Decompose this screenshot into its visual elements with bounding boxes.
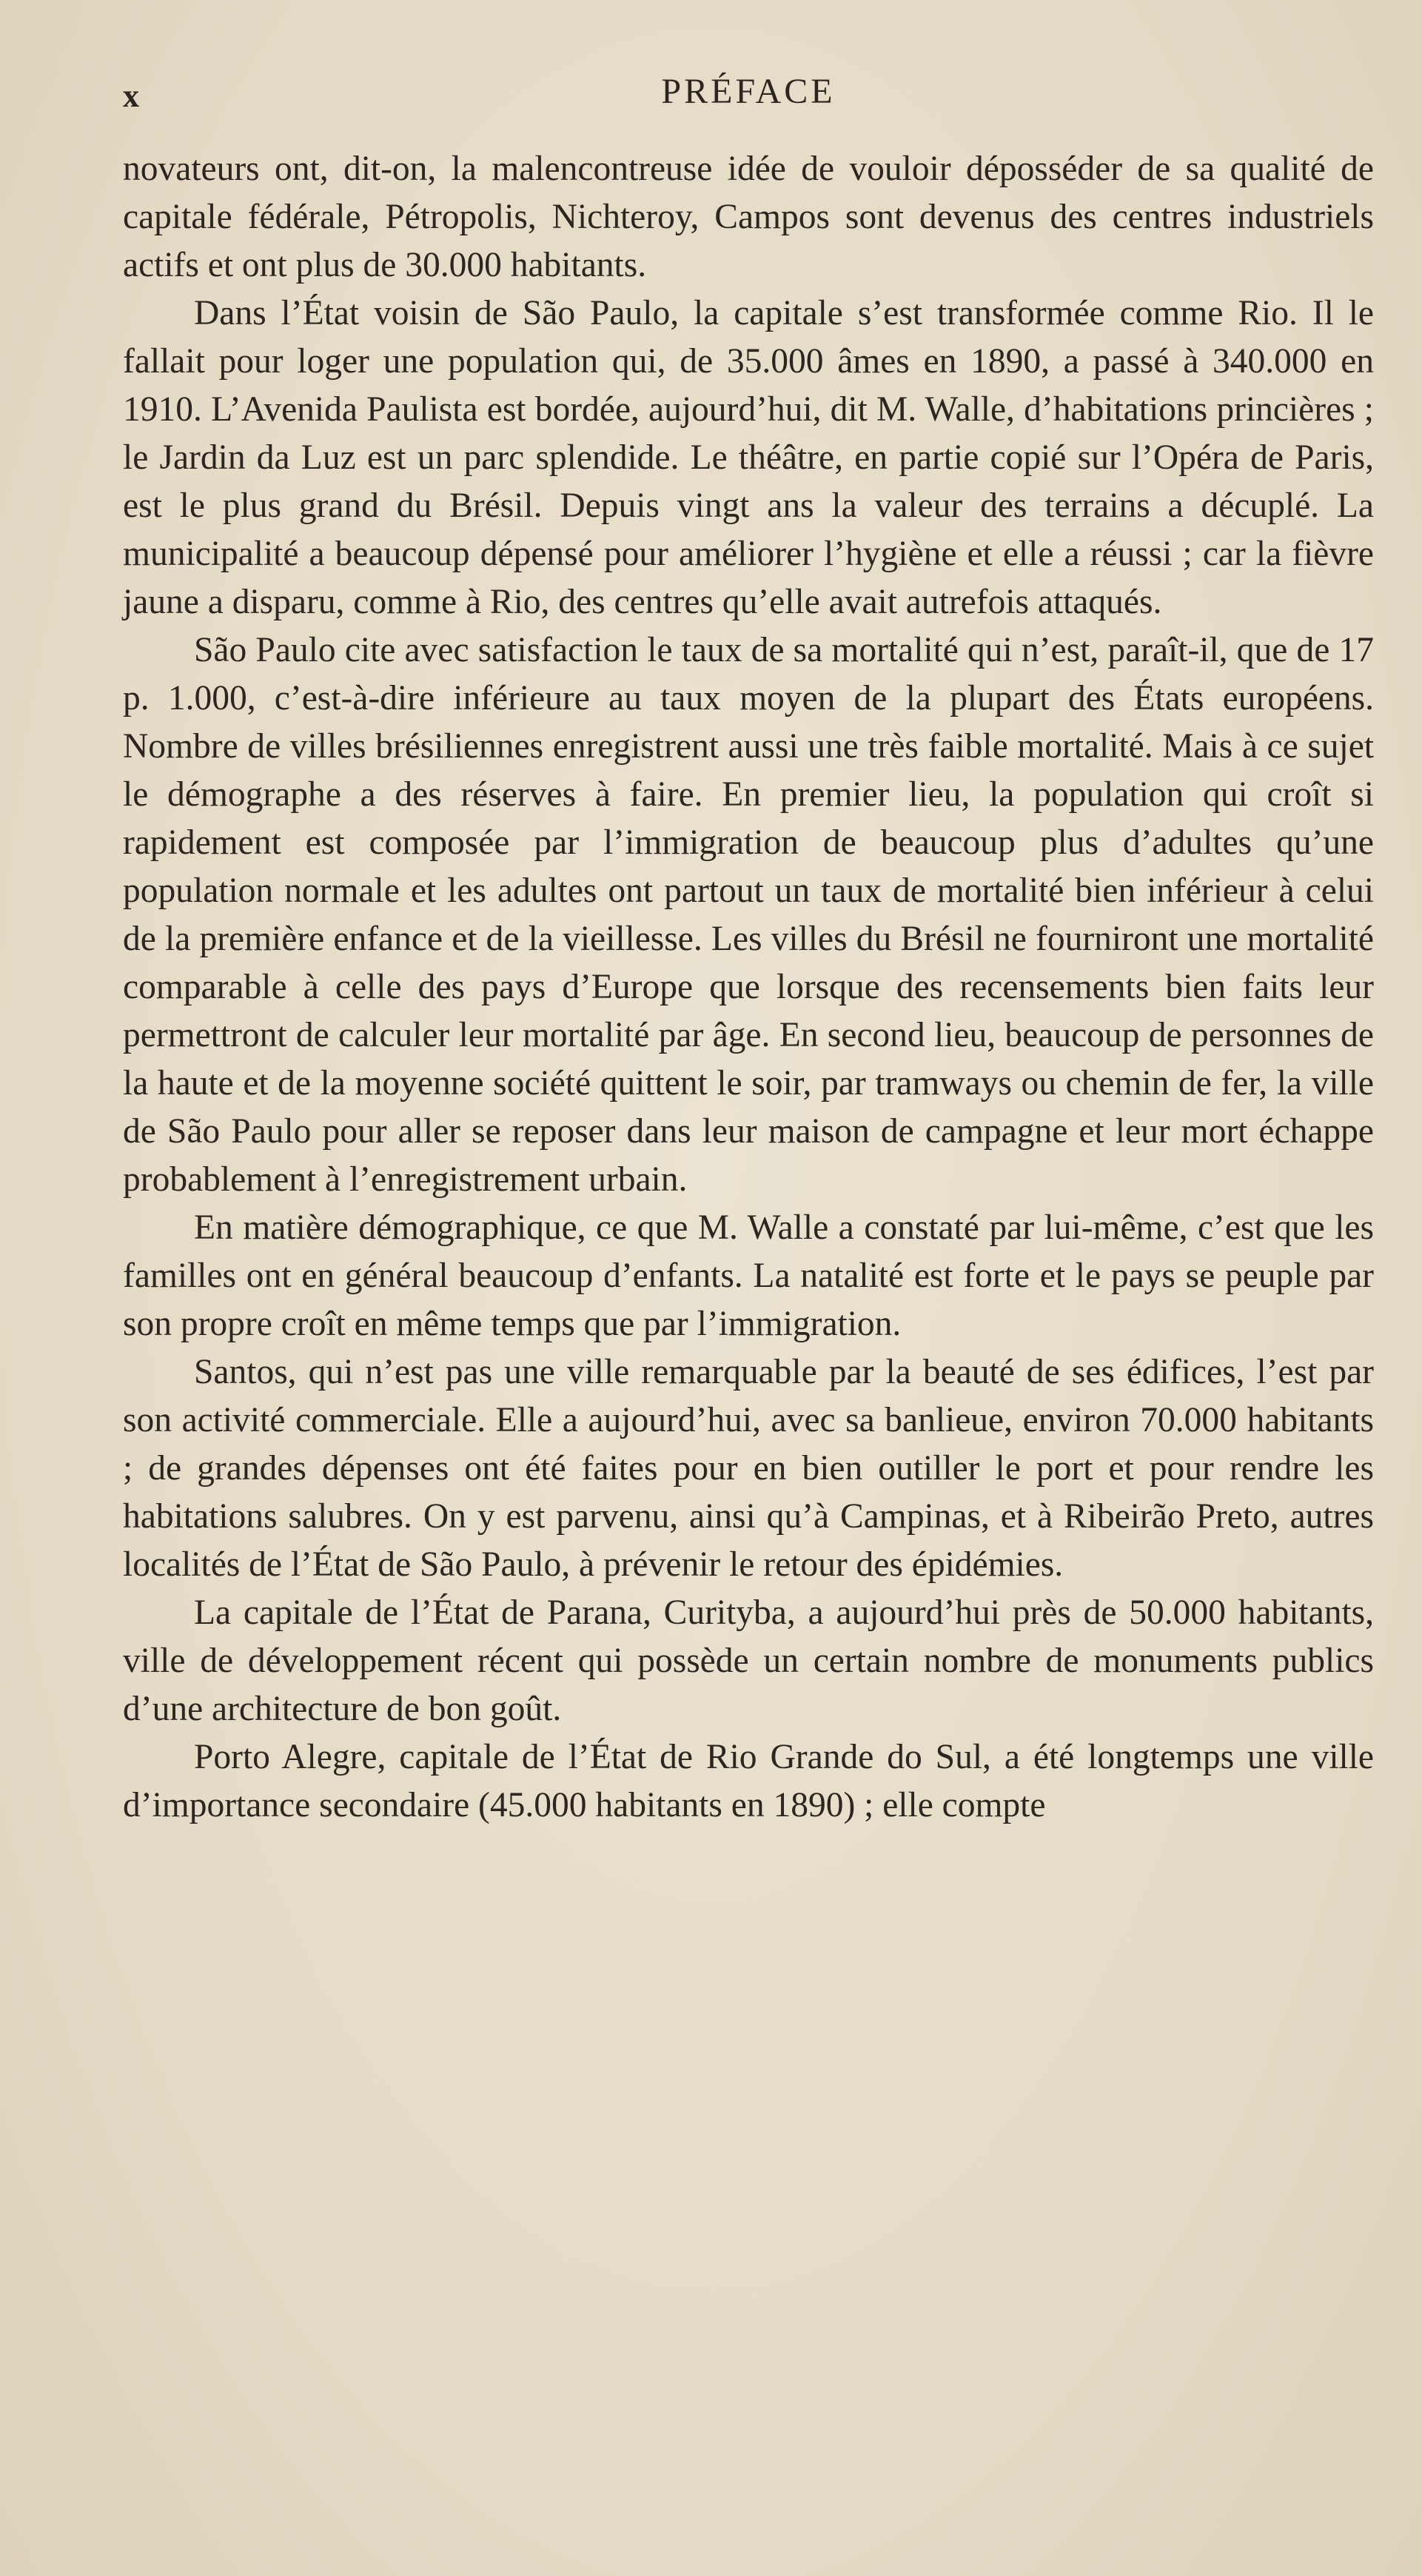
paragraph-continuation: novateurs ont, dit-on, la malencontreuse idée de vouloir déposséder de sa qualité de capitale fédérale, Pétropolis, Nichteroy, Campos sont devenus des centres industriels actifs et ont plus de 30.000 habitants. [123,150,1374,284]
body-text [123,145,1374,1830]
running-title: PRÉFACE [661,72,836,111]
paragraph-porto-alegre: Porto Alegre, capitale de l’État de Rio Grande do Sul, a été longtemps une ville d’importance secondaire (45.000 habitants en 1890) ; elle compte [123,1738,1374,1824]
paragraph-sao-paulo-capital: Dans l’État voisin de São Paulo, la capitale s’est transformée comme Rio. Il le fallait pour loger une population qui, de 35.000 âmes en 1890, a passé à 340.000 en 1910. L’Avenida Paulista est bordée, aujourd’hui, dit M. Walle, d’habitations princières ; le Jardin da Luz est un parc splendide. Le théâtre, en partie copié sur l’Opéra de Paris, est le plus grand du Brésil. Depuis vingt ans la valeur des terrains a décuplé. La municipalité a beaucoup dépensé pour améliorer l’hygiène et elle a réussi ; car la fièvre jaune a disparu, comme à Rio, des centres qu’elle avait autrefois attaqués. [123,294,1374,621]
paragraph-mortality: São Paulo cite avec satisfaction le taux de sa mortalité qui n’est, paraît-il, que de 17 p. 1.000, c’est-à-dire inférieure au taux moyen de la plupart des États européens. Nombre de villes brésiliennes enregistrent aussi une très faible mortalité. Mais à ce sujet le démographe a des réserves à faire. En premier lieu, la population qui croît si rapidement est composée par l’immigration de beaucoup plus d’adultes qu’une population normale et les adultes ont partout un taux de mortalité bien inférieur à celui de la première enfance et de la vieillesse. Les villes du Brésil ne fourniront une mortalité comparable à celle des pays d’Europe que lorsque des recensements bien faits leur permettront de calculer leur mortalité par âge. En second lieu, beaucoup de personnes de la haute et de la moyenne société quittent le soir, par tramways ou chemin de fer, la ville de São Paulo pour aller se reposer dans leur maison de campagne et leur mort échappe probablement à l’enregistrement urbain. [123,631,1374,1199]
paragraph-santos: Santos, qui n’est pas une ville remarquable par la beauté de ses édifices, l’est par son activité commerciale. Elle a aujourd’hui, avec sa banlieue, environ 70.000 habitants ; de grandes dépenses ont été faites pour en bien outiller le port et pour rendre les habitations salubres. On y est parvenu, ainsi qu’à Campinas, et à Ribeirão Preto, autres localités de l’État de São Paulo, à prévenir le retour des épidémies. [123,1353,1374,1584]
paragraph-demography: En matière démographique, ce que M. Walle a constaté par lui-même, c’est que les familles ont en général beaucoup d’enfants. La natalité est forte et le pays se peuple par son propre croît en même temps que par l’immigration. [123,1208,1374,1343]
paragraph-curityba: La capitale de l’État de Parana, Curityba, a aujourd’hui près de 50.000 habitants, ville de développement récent qui possède un certain nombre de monuments publics d’une architecture de bon goût. [123,1593,1374,1728]
page-header [123,71,1374,123]
page-number: x [123,78,140,114]
